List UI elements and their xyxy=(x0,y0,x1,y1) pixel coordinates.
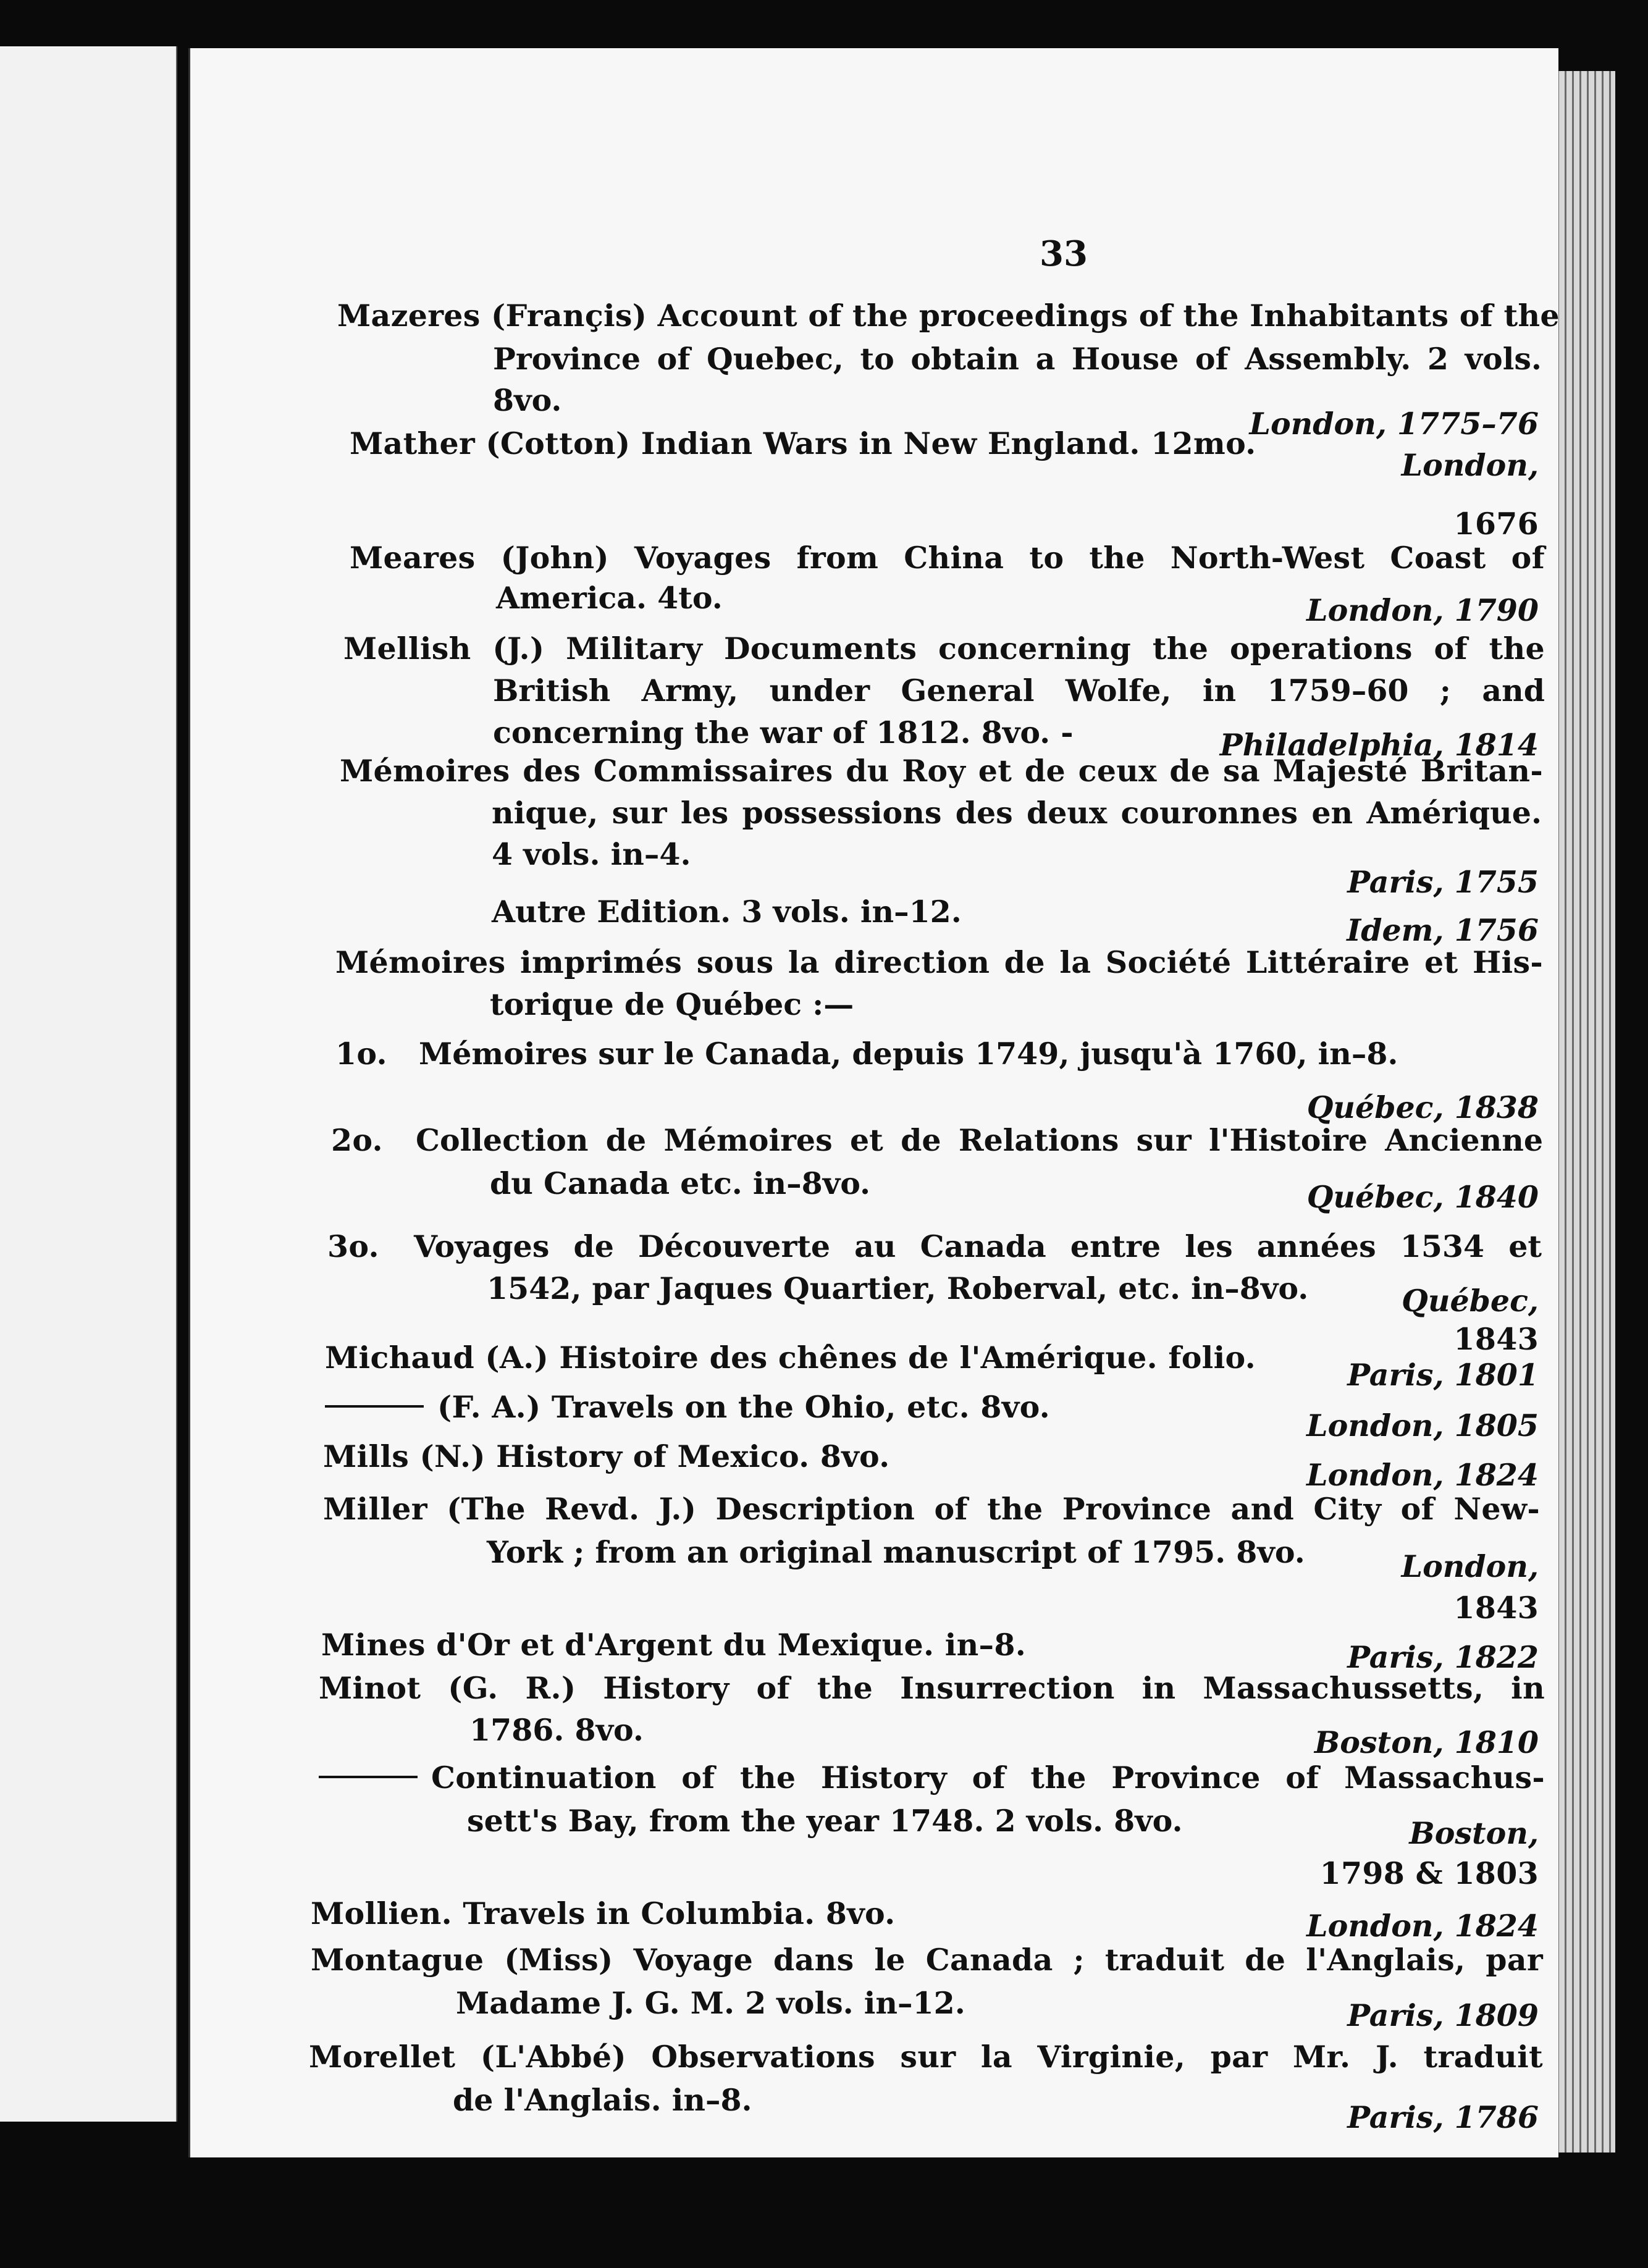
entry-michaud-a-imprint: Paris, 1801 xyxy=(1347,1357,1539,1393)
entry-mazeres-imprint: London, 1775–76 xyxy=(1249,406,1539,442)
entry-mollien-imprint: London, 1824 xyxy=(1306,1908,1539,1944)
entry-morellet-line-2: de l'Anglais. in–8. xyxy=(453,2082,752,2118)
entry-item-3o-number: 3o. xyxy=(327,1228,379,1264)
entry-minot-continuation-line-1 xyxy=(319,1759,1545,1796)
entry-memoires-commissaires-line-1: Mémoires des Commissaires du Roy et de ceux de sa Majesté Britan- xyxy=(340,753,1543,789)
entry-memoires-imprimes-line-2: torique de Québec :— xyxy=(490,986,854,1022)
ditto-dash xyxy=(325,1405,424,1408)
entry-mines-line-1: Mines d'Or et d'Argent du Mexique. in–8. xyxy=(321,1627,1027,1663)
entry-miller-line-2: York ; from an original manuscript of 1795. 8vo. xyxy=(487,1534,1305,1570)
entry-montague-imprint: Paris, 1809 xyxy=(1347,1997,1539,2033)
facing-page-edge xyxy=(0,46,177,2122)
entry-minot-continuation-year: 1798 & 1803 xyxy=(1319,1855,1539,1891)
entry-minot-line-1: Minot (G. R.) History of the Insurrection in Massachussetts, in xyxy=(319,1670,1545,1706)
entry-montague-line-2: Madame J. G. M. 2 vols. in–12. xyxy=(456,1985,965,2021)
entry-autre-edition-imprint: Idem, 1756 xyxy=(1347,912,1539,948)
entry-item-1o-number: 1o. xyxy=(335,1036,387,1072)
page-number: 33 xyxy=(1040,233,1088,274)
entry-miller-imprint: London, xyxy=(1401,1548,1539,1584)
entry-michaud-a-line-1: Michaud (A.) Histoire des chênes de l'Amérique. folio. xyxy=(325,1340,1256,1376)
entry-meares-line-1: Meares (John) Voyages from China to the North-West Coast of xyxy=(350,540,1545,576)
entry-item-2o-number: 2o. xyxy=(331,1122,383,1158)
bibliography-list xyxy=(190,48,1558,2157)
entry-mather-line-1: Mather (Cotton) Indian Wars in New England. 12mo. xyxy=(350,426,1256,461)
entry-meares-imprint: London, 1790 xyxy=(1306,592,1539,628)
entry-mather-year: 1676 xyxy=(1453,506,1539,542)
entry-minot-continuation-line-2: sett's Bay, from the year 1748. 2 vols. 8vo. xyxy=(467,1803,1183,1839)
entry-miller-line-1: Miller (The Revd. J.) Description of the Province and City of New- xyxy=(323,1491,1540,1527)
entry-michaud-fa-text: (F. A.) Travels on the Ohio, etc. 8vo. xyxy=(437,1389,1051,1425)
entry-mellish-line-3: concerning the war of 1812. 8vo. - xyxy=(493,715,1074,750)
entry-item-2o-imprint: Québec, 1840 xyxy=(1306,1179,1539,1215)
entry-item-3o-line-2: 1542, par Jaques Quartier, Roberval, etc. in–8vo. xyxy=(487,1270,1309,1306)
entry-memoires-commissaires-line-3: 4 vols. in–4. xyxy=(492,836,691,872)
entry-mellish-imprint: Philadelphia, 1814 xyxy=(1219,727,1539,763)
entry-mollien-line-1: Mollien. Travels in Columbia. 8vo. xyxy=(311,1896,896,1931)
entry-mills-line-1: Mills (N.) History of Mexico. 8vo. xyxy=(323,1438,890,1474)
entry-memoires-imprimes-line-1: Mémoires imprimés sous la direction de la Société Littéraire et His- xyxy=(335,944,1543,980)
ditto-dash xyxy=(319,1776,418,1778)
entry-minot-continuation-text: Continuation of the History of the Province of Massachus- xyxy=(431,1760,1545,1796)
entry-mills-imprint: London, 1824 xyxy=(1306,1457,1539,1493)
entry-michaud-fa-line-1 xyxy=(325,1388,1050,1426)
entry-mazeres-line-2: Province of Quebec, to obtain a House of Assembly. 2 vols. xyxy=(493,341,1542,377)
entry-mellish-line-2: British Army, under General Wolfe, in 1759–60 ; and xyxy=(493,673,1545,708)
entry-item-2o-line-1: Collection de Mémoires et de Relations sur l'Histoire Ancienne xyxy=(416,1122,1543,1158)
entry-autre-edition-line-1: Autre Edition. 3 vols. in–12. xyxy=(492,894,962,930)
entry-item-3o-imprint: Québec, xyxy=(1402,1283,1539,1319)
entry-memoires-commissaires-imprint: Paris, 1755 xyxy=(1347,864,1539,900)
entry-memoires-commissaires-line-2: nique, sur les possessions des deux couronnes en Amérique. xyxy=(492,795,1542,831)
entry-item-3o-line-1: Voyages de Découverte au Canada entre les années 1534 et xyxy=(414,1228,1542,1264)
entry-meares-line-2: America. 4to. xyxy=(496,580,723,616)
entry-mather-imprint: London, xyxy=(1401,447,1539,483)
entry-morellet-imprint: Paris, 1786 xyxy=(1347,2099,1539,2135)
entry-mazeres-line-1: Mazeres (Françis) Account of the proceedings of the Inhabitants of the xyxy=(337,298,1560,334)
entry-minot-imprint: Boston, 1810 xyxy=(1314,1724,1539,1760)
entry-item-3o-year: 1843 xyxy=(1453,1321,1539,1357)
entry-item-1o-line-1: Mémoires sur le Canada, depuis 1749, jusqu'à 1760, in–8. xyxy=(419,1036,1398,1072)
entry-montague-line-1: Montague (Miss) Voyage dans le Canada ; traduit de l'Anglais, par xyxy=(311,1942,1543,1978)
entry-morellet-line-1: Morellet (L'Abbé) Observations sur la Virginie, par Mr. J. traduit xyxy=(309,2039,1543,2075)
book-page xyxy=(188,48,1558,2157)
entry-michaud-fa-imprint: London, 1805 xyxy=(1306,1408,1539,1443)
entry-minot-continuation-imprint: Boston, xyxy=(1409,1815,1539,1851)
entry-minot-line-2: 1786. 8vo. xyxy=(469,1712,644,1748)
entry-mines-imprint: Paris, 1822 xyxy=(1347,1639,1539,1675)
entry-miller-year: 1843 xyxy=(1453,1590,1539,1626)
entry-mazeres-line-3: 8vo. xyxy=(493,382,562,418)
entry-item-2o-line-2: du Canada etc. in–8vo. xyxy=(490,1166,871,1201)
entry-item-1o-imprint: Québec, 1838 xyxy=(1306,1090,1539,1125)
entry-mellish-line-1: Mellish (J.) Military Documents concerning the operations of the xyxy=(343,631,1545,666)
